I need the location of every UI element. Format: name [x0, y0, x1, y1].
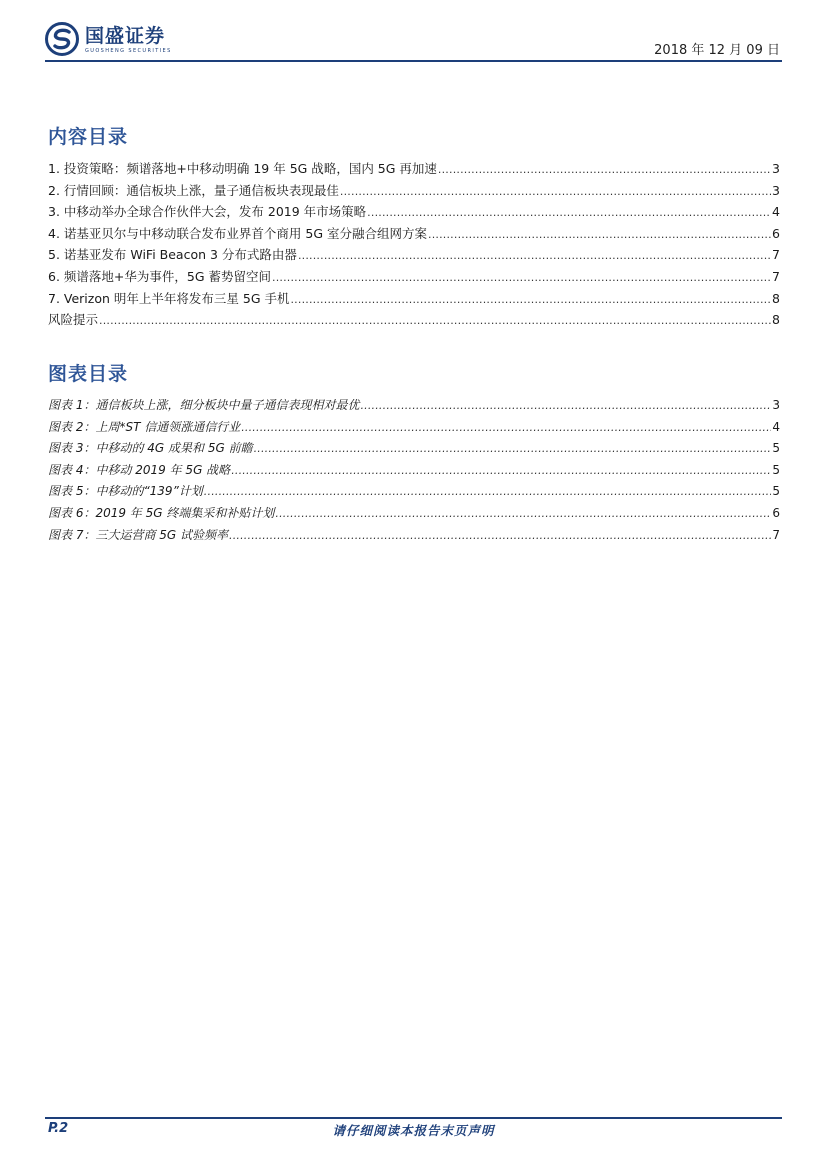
footer-divider — [45, 1117, 782, 1119]
logo-text: 国盛证券 — [85, 25, 166, 47]
toc-item[interactable]: 1. 投资策略：频谱落地+中移动明确 19 年 5G 战略，国内 5G 再加速 ..... 3 — [48, 159, 780, 181]
toc-item[interactable]: 4. 诺基亚贝尔与中移动联合发布业界首个商用 5G 室分融合组网方案 ..... 6 — [48, 224, 780, 246]
toc-title: 内容目录 — [48, 126, 129, 148]
toc-item[interactable]: 风险提示 ..... 8 — [48, 310, 780, 332]
toc-item[interactable]: 2. 行情回顾：通信板块上涨，量子通信板块表现最佳 ..... 3 — [48, 181, 780, 203]
toc-item[interactable]: 6. 频谱落地+华为事件，5G 蓄势留空间 ..... 7 — [48, 267, 780, 289]
figure-item[interactable]: 图表 7：三大运营商 5G 试验频率 ..... 7 — [48, 526, 780, 548]
company-logo — [45, 22, 172, 62]
figure-item[interactable]: 图表 3：中移动的 4G 成果和 5G 前瞻 ..... 5 — [48, 439, 780, 461]
figure-item[interactable]: 图表 6：2019 年 5G 终端集采和补贴计划 ..... 6 — [48, 504, 780, 526]
figure-item[interactable]: 图表 1：通信板块上涨，细分板块中量子通信表现相对最优 ..... 3 — [48, 396, 780, 418]
figures-list — [48, 396, 780, 547]
guosheng-logo-icon — [45, 22, 79, 56]
toc-item[interactable]: 7. Verizon 明年上半年将发布三星 5G 手机 ..... 8 — [48, 289, 780, 311]
header-divider — [45, 60, 782, 62]
page-number: P.2 — [48, 1121, 69, 1136]
footer-disclaimer: 请仔细阅读本报告末页声明 — [332, 1123, 495, 1138]
figure-item[interactable]: 图表 5：中移动的“139”计划 ..... 5 — [48, 482, 780, 504]
logo-subtext: GUOSHENG SECURITIES — [85, 48, 172, 54]
figure-item[interactable]: 图表 2：上周*ST 信通领涨通信行业 ..... 4 — [48, 418, 780, 440]
report-date: 2018 年 12 月 09 日 — [654, 43, 780, 58]
toc-item[interactable]: 5. 诺基亚发布 WiFi Beacon 3 分布式路由器 ..... 7 — [48, 245, 780, 267]
toc-item[interactable]: 3. 中移动举办全球合作伙伴大会，发布 2019 年市场策略 ..... 4 — [48, 202, 780, 224]
toc-list — [48, 159, 780, 332]
figure-item[interactable]: 图表 4：中移动 2019 年 5G 战略 ..... 5 — [48, 461, 780, 483]
figures-title: 图表目录 — [48, 363, 129, 385]
page-header — [45, 22, 782, 62]
